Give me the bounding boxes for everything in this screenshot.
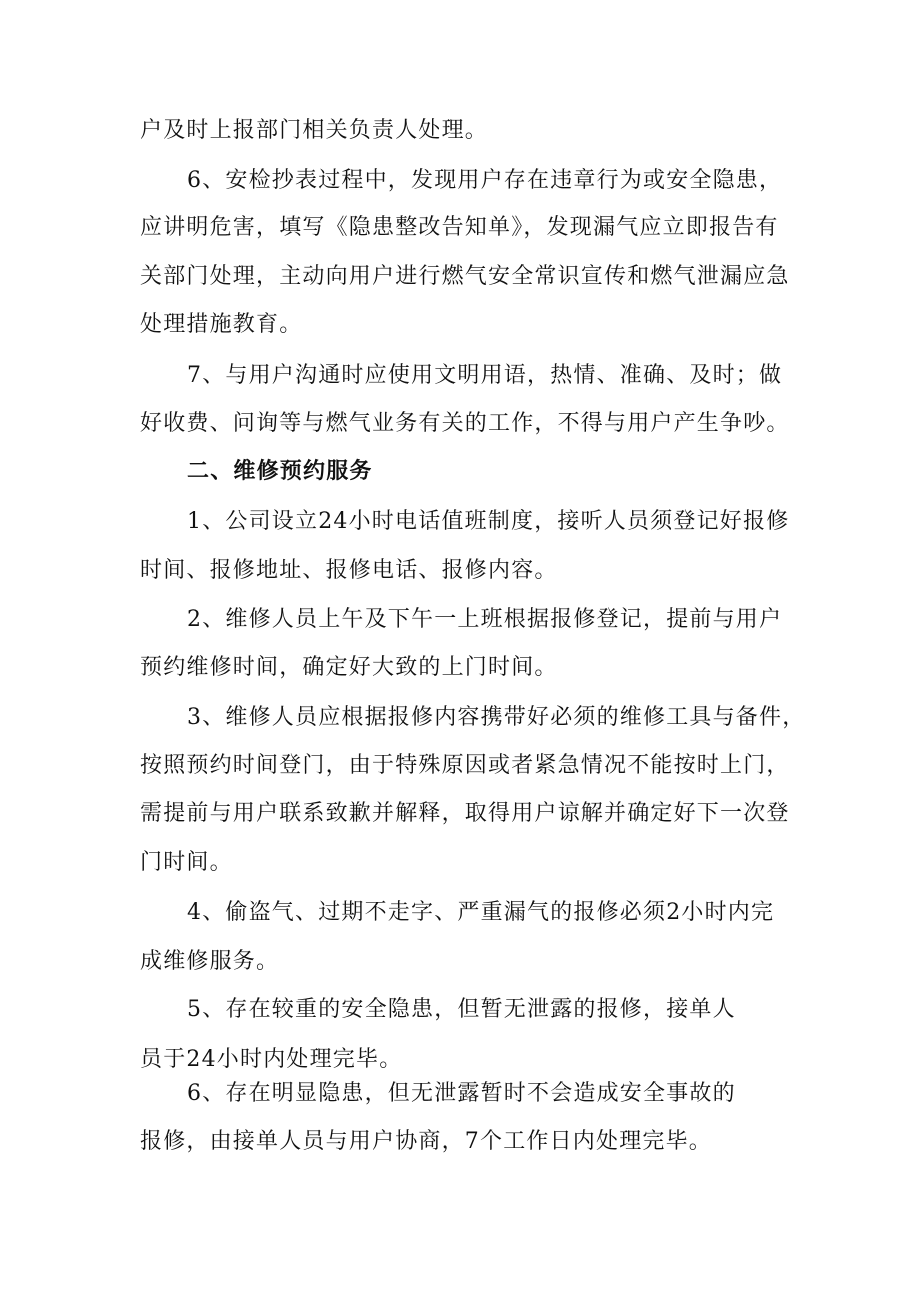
text-line: 7、与用户沟通时应使用文明用语，热情、准确、及时；做 (187, 363, 783, 388)
text-line: 户及时上报部门相关负责人处理。 (140, 118, 489, 143)
text-line: 5、存在较重的安全隐患，但暂无泄露的报修，接单人 (187, 997, 736, 1022)
text-line: 应讲明危害，填写《隐患整改告知单》，发现漏气应立即报告有 (140, 215, 779, 240)
text-line: 4、偷盗气、过期不走字、严重漏气的报修必须2小时内完 (187, 900, 775, 925)
text-line: 1、公司设立24小时电话值班制度，接听人员须登记好报修 (187, 509, 790, 534)
text-line: 需提前与用户联系致歉并解释，取得用户谅解并确定好下一次登 (140, 801, 790, 826)
text-line: 6、存在明显隐患，但无泄露暂时不会造成安全事故的 (187, 1081, 736, 1106)
text-line: 报修，由接单人员与用户协商，7个工作日内处理完毕。 (140, 1129, 712, 1154)
text-line: 2、维修人员上午及下午一上班根据报修登记，提前与用户 (187, 607, 783, 632)
text-line: 成维修服务。 (140, 949, 280, 974)
text-line: 关部门处理，主动向用户进行燃气安全常识宣传和燃气泄漏应急 (140, 264, 790, 289)
text-line: 按照预约时间登门，由于特殊原因或者紧急情况不能按时上门， (140, 753, 790, 778)
text-line: 处理措施教育。 (140, 312, 303, 337)
text-line: 好收费、问询等与燃气业务有关的工作，不得与用户产生争吵。 (140, 411, 790, 436)
text-line: 员于24小时内处理完毕。 (140, 1047, 403, 1072)
text-line: 预约维修时间，确定好大致的上门时间。 (140, 655, 558, 680)
text-line: 3、维修人员应根据报修内容携带好必须的维修工具与备件， (187, 705, 806, 730)
section-heading: 二、维修预约服务 (187, 459, 373, 484)
text-line: 6、安检抄表过程中，发现用户存在违章行为或安全隐患， (187, 168, 783, 193)
text-line: 门时间。 (140, 850, 233, 875)
text-line: 时间、报修地址、报修电话、报修内容。 (140, 558, 558, 583)
